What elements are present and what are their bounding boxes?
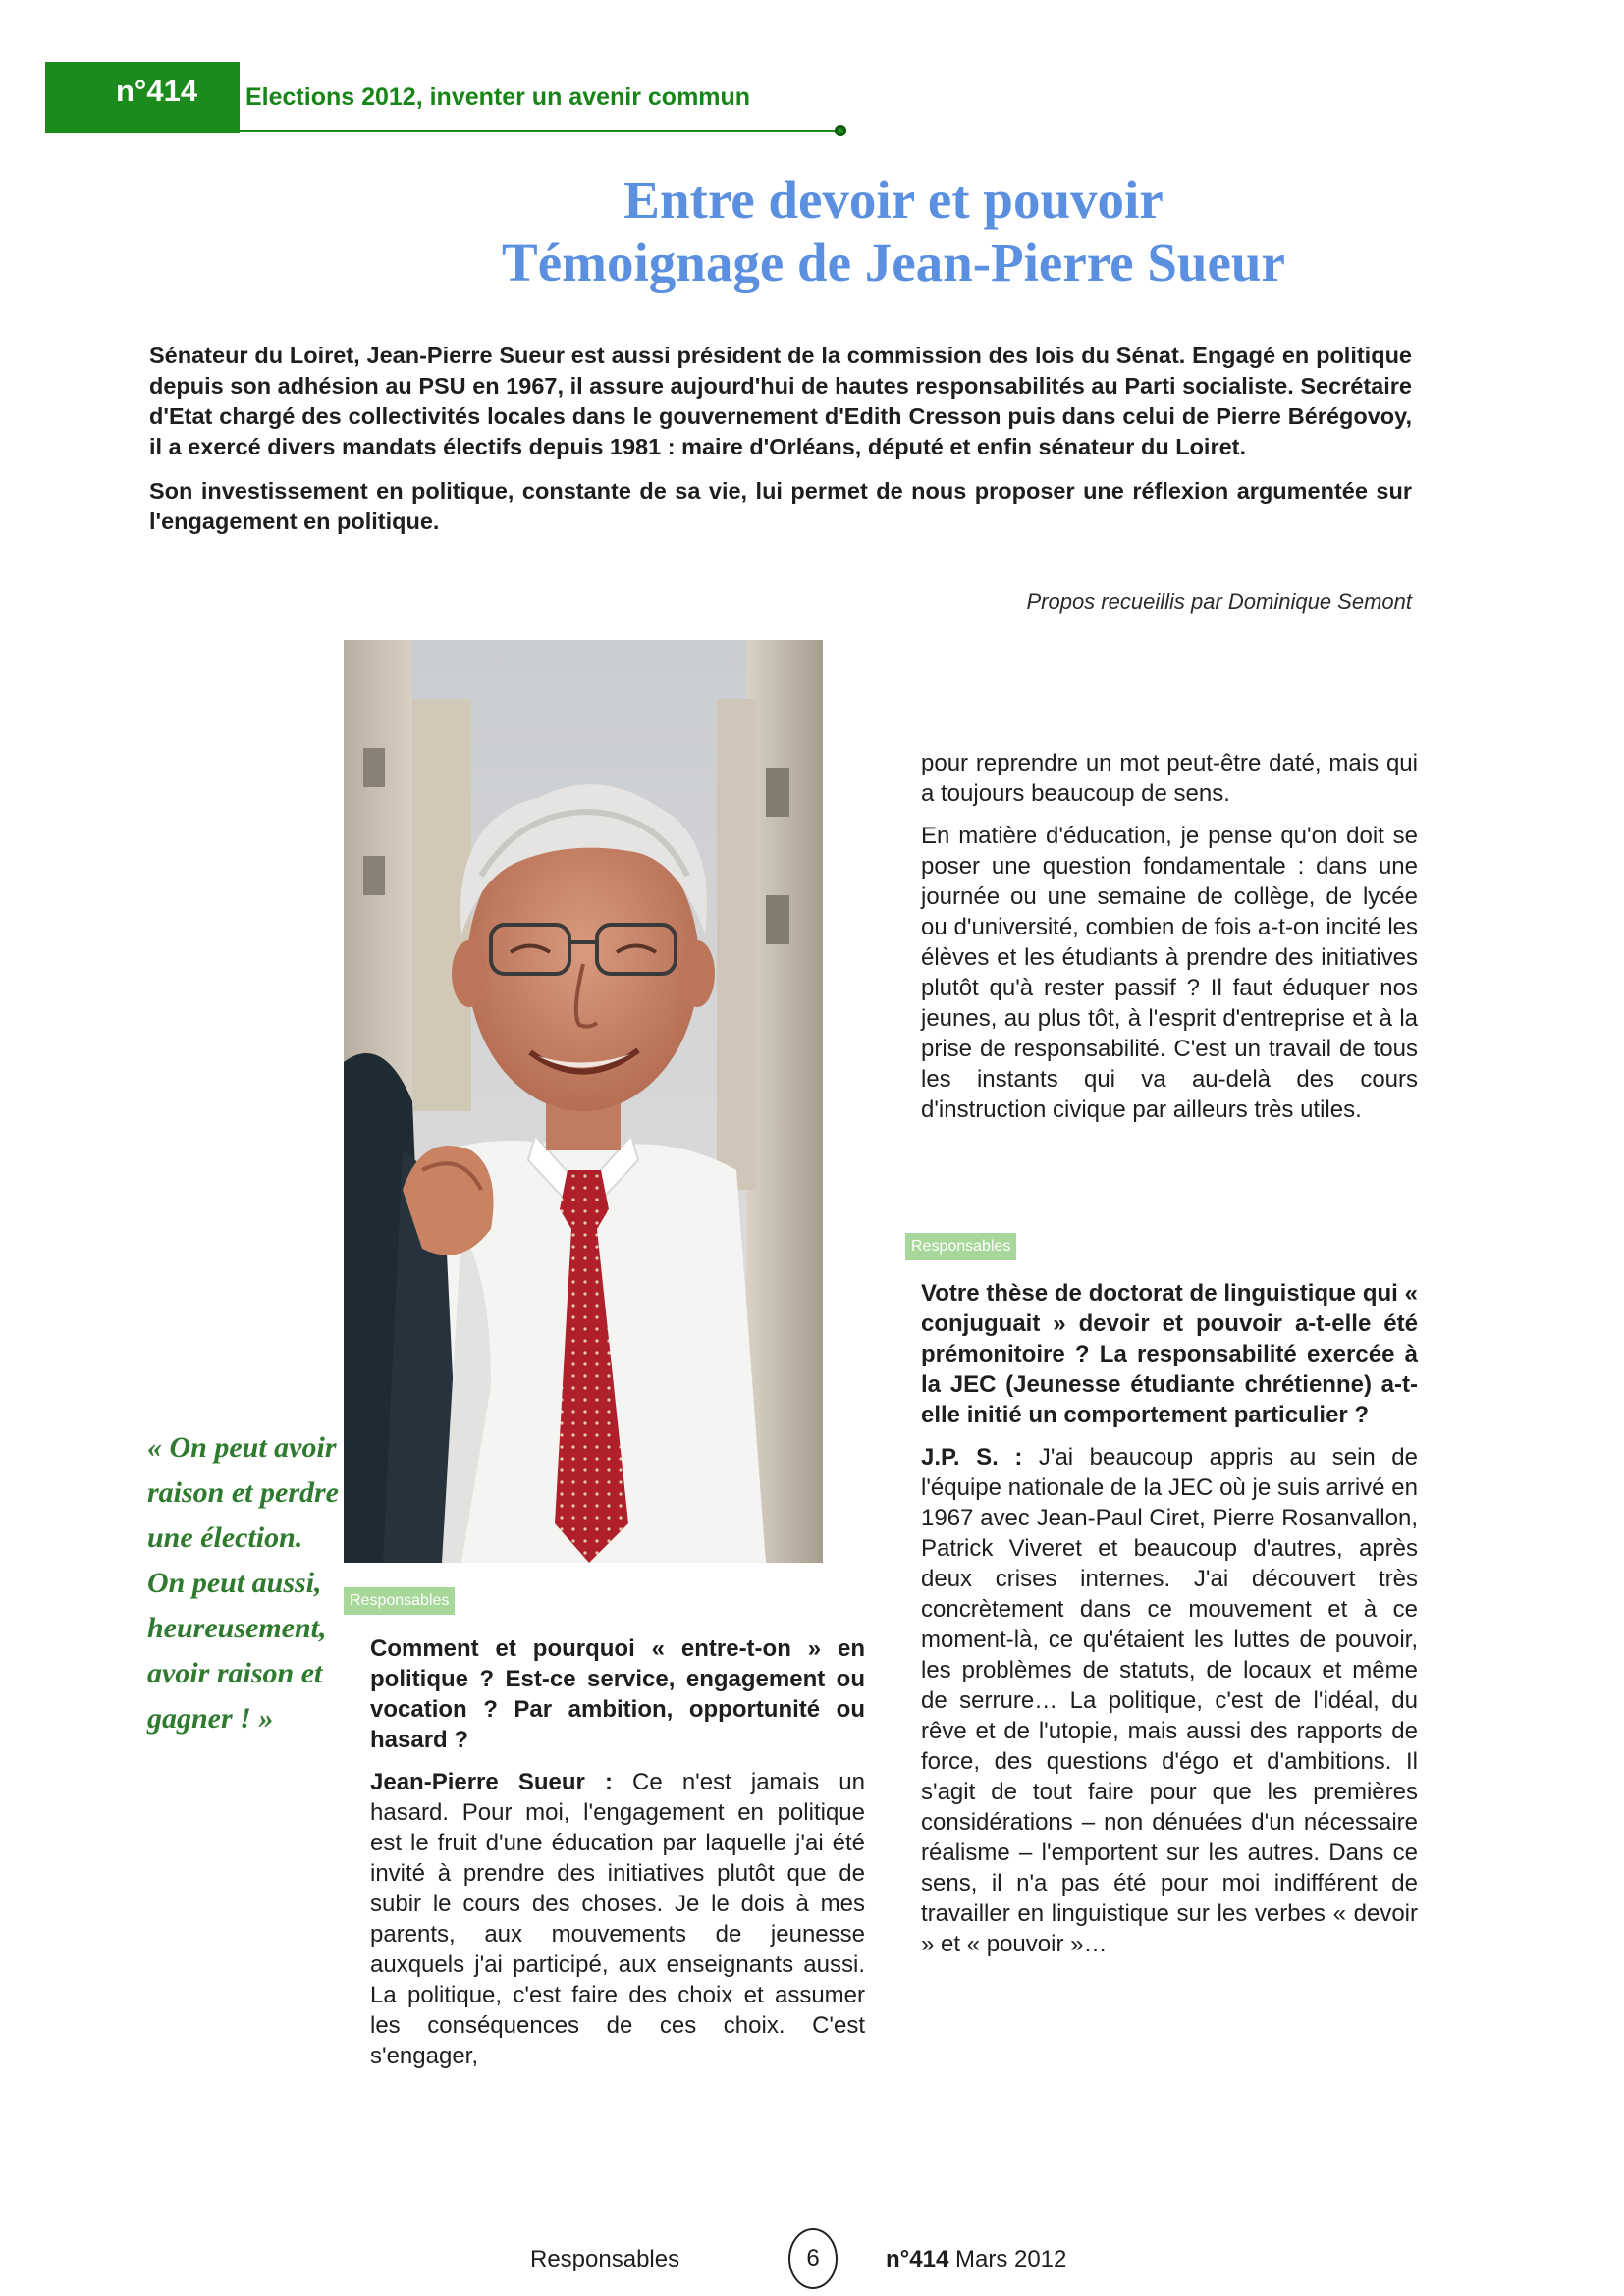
column-left xyxy=(370,1633,865,2083)
article-intro xyxy=(149,341,1412,551)
issue-number: n°414 xyxy=(116,74,198,108)
answer-1-text: Ce n'est jamais un hasard. Pour moi, l'engagement en politique est le fruit d'une éducation par laquelle j'ai été invité à prendre des initiatives plutôt que de subir le cours des choses. Je le dois à mes parents, aux mouvements de jeunesse auxquels j'ai participé, aux enseignants aussi. La politique, c'est faire des choix et assumer les conséquences de ces choix. C'est s'engager, xyxy=(370,1769,866,2069)
footer-issue-date xyxy=(886,2246,1066,2273)
article-title-line-1: Entre devoir et pouvoir xyxy=(623,170,1164,230)
answer-2-speaker: J.P. S. : xyxy=(921,1444,1023,1470)
article-title xyxy=(236,169,1551,294)
page-number: 6 xyxy=(788,2228,838,2289)
responsables-tag-1: Responsables xyxy=(344,1587,455,1615)
portrait-photo xyxy=(344,640,823,1563)
header-dot-icon xyxy=(835,125,846,136)
answer-1-continued: pour reprendre un mot peut-être daté, mais qui a toujours beaucoup de sens. xyxy=(921,750,1418,807)
section-title: Elections 2012, inventer un avenir commun xyxy=(245,83,751,111)
footer-magazine: Responsables xyxy=(530,2246,680,2272)
column-right-lower xyxy=(921,1278,1418,1971)
answer-1 xyxy=(370,1767,865,2071)
responsables-tag-2: Responsables xyxy=(905,1233,1016,1260)
question-1: Comment et pourquoi « entre-t-on » en politique ? Est-ce service, engagement ou vocation ? Par ambition, opportunité ou hasard ? xyxy=(370,1635,865,1753)
issue-number-box xyxy=(45,62,240,133)
intro-paragraph-2: Son investissement en politique, constante de sa vie, lui permet de nous proposer une réflexion argumentée sur l'engagement en politique. xyxy=(149,478,1412,534)
answer-2-text: J'ai beaucoup appris au sein de l'équipe nationale de la JEC où je suis arrivé en 1967 avec Jean-Paul Ciret, Pierre Rosanvallon, Patrick Viveret et beaucoup d'autres, après deux crises internes. J'ai découvert très concrètement dans ce mouvement et à ce moment-là, ce qu'étaient les luttes de pouvoir, les problèmes de statuts, de locaux et même de serrure… La politique, c'est de l'idéal, du rêve et de l'utopie, mais aussi des rapports de force, des questions d'égo et d'ambitions. Il s'agit de tout faire pour que les premières considérations – non dénuées d'un nécessaire réalisme – l'emportent sur les autres. Dans ce sens, il n'a pas été pour moi indifférent de travailler en linguistique sur les verbes « devoir » et « pouvoir »… xyxy=(921,1444,1418,1957)
pull-quote: « On peut avoir raison et perdre une élection. On peut aussi, heureusement, avoir raison et gagner ! » xyxy=(147,1431,339,1735)
footer-date: Mars 2012 xyxy=(954,2246,1067,2272)
question-2: Votre thèse de doctorat de linguistique qui « conjuguait » devoir et pouvoir a-t-elle été prémonitoire ? La responsabilité exercée à la JEC (Jeunesse étudiante chrétienne) a-t-elle initié un comportement particulier ? xyxy=(921,1280,1418,1428)
header-rule xyxy=(240,130,840,132)
answer-1-speaker: Jean-Pierre Sueur : xyxy=(370,1769,613,1795)
article-title-line-2: Témoignage de Jean-Pierre Sueur xyxy=(502,233,1285,293)
answer-1-paragraph-2: En matière d'éducation, je pense qu'on doit se poser une question fondamentale : dans une journée ou une semaine de collège, de lycée ou d'université, combien de fois a-t-on incité les élèves et les étudiants à prendre des initiatives plutôt qu'à rester passif ? Il faut éduquer nos jeunes, au plus tôt, à l'esprit d'entreprise et à la prise de responsabilité. C'est un travail de tous les instants qui va au-delà des cours d'instruction civique par ailleurs très utiles. xyxy=(921,823,1418,1123)
answer-2 xyxy=(921,1442,1418,1959)
interview-credit: Propos recueillis par Dominique Semont xyxy=(1026,589,1412,614)
intro-paragraph-1: Sénateur du Loiret, Jean-Pierre Sueur est aussi président de la commission des lois du Sénat. Engagé en politique depuis son adhésion au PSU en 1967, il assure aujourd'hui de hautes responsabilités au Parti socialiste. Secrétaire d'Etat chargé des collectivités locales dans le gouvernement d'Edith Cresson puis dans celui de Pierre Bérégovoy, il a exercé divers mandats électifs depuis 1981 : maire d'Orléans, député et enfin sénateur du Loiret. xyxy=(149,343,1412,459)
footer-issue: n°414 xyxy=(886,2246,949,2272)
column-right xyxy=(921,748,1418,1137)
